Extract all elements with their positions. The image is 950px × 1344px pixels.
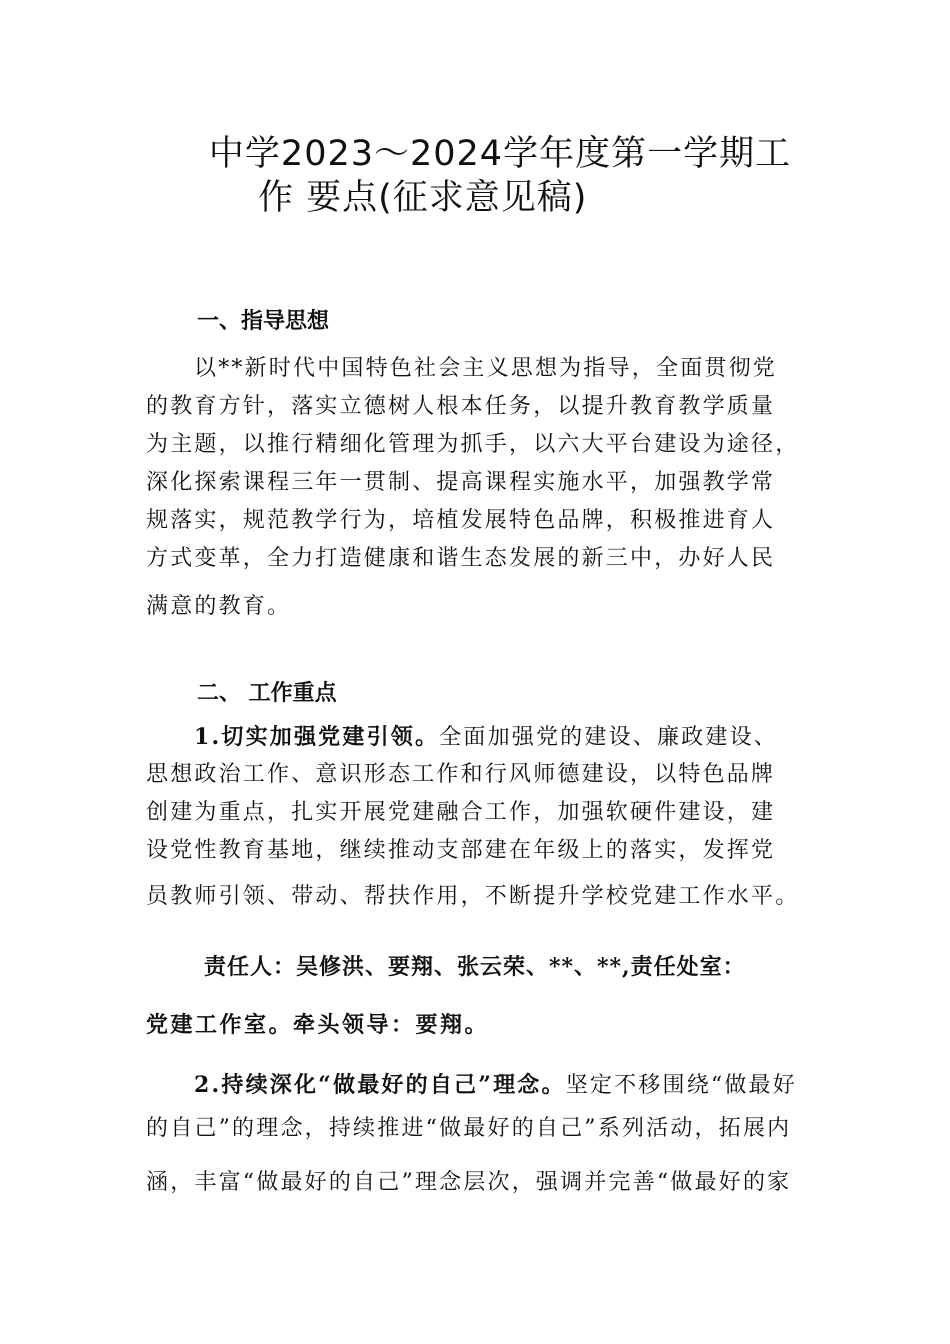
item-1-title: 1.切实加强党建引领。 <box>194 724 440 750</box>
paragraph-line: 涵，丰富“做最好的自己”理念层次，强调并完善“做最好的家 <box>146 1170 792 1195</box>
document-title-line-1: 中学2023～2024学年度第一学期工 <box>208 134 792 174</box>
item-1-responsible <box>146 948 814 1044</box>
paragraph-line: 为主题，以推行精细化管理为抓手，以六大平台建设为途径， <box>146 432 800 457</box>
paragraph-line: 创建为重点，扎实开展党建融合工作，加强软硬件建设，建 <box>146 800 776 825</box>
section-2-heading: 二、 工作重点 <box>197 681 337 706</box>
section-1-paragraph <box>146 350 814 626</box>
paragraph-line: 思想政治工作、意识形态工作和行风师德建设，以特色品牌 <box>146 762 776 787</box>
section-1-heading: 一、指导思想 <box>197 309 330 334</box>
item-2-first-line-text: 坚定不移围绕“做最好 <box>565 1073 797 1098</box>
paragraph-line: 以**新时代中国特色社会主义思想为指导，全面贯彻党 <box>194 356 778 381</box>
paragraph-line: 设党性教育基地，继续推动支部建在年级上的落实，发挥党 <box>146 838 776 863</box>
paragraph-line: 员教师引领、带动、帮扶作用，不断提升学校党建工作水平。 <box>146 884 800 909</box>
item-1-paragraph <box>146 718 814 916</box>
paragraph-line: 的教育方针，落实立德树人根本任务，以提升教育教学质量 <box>146 394 776 419</box>
paragraph-line: 深化探索课程三年一贯制、提高课程实施水平，加强教学常 <box>146 470 776 495</box>
paragraph-line <box>146 718 814 756</box>
paragraph-line: 方式变革，全力打造健康和谐生态发展的新三中，办好人民 <box>146 546 776 571</box>
responsible-line: 责任人：吴修洪、要翔、张云荣、**、**,责任处室： <box>204 954 746 980</box>
paragraph-line: 的自己”的理念，持续推进“做最好的自己”系列活动，拓展内 <box>146 1116 792 1141</box>
item-2-title: 2.持续深化“做最好的自己”理念。 <box>194 1072 566 1098</box>
item-1-first-line-text: 全面加强党的建设、廉政建设、 <box>439 725 778 750</box>
paragraph-line <box>146 1066 814 1104</box>
document-title-line-2: 作 要点(征求意见稿) <box>258 178 588 218</box>
item-2-paragraph <box>146 1066 814 1202</box>
paragraph-line: 规落实，规范教学行为，培植发展特色品牌，积极推进育人 <box>146 508 776 533</box>
paragraph-line: 满意的教育。 <box>146 594 292 619</box>
responsible-line: 党建工作室。牵头领导：要翔。 <box>146 1012 490 1038</box>
